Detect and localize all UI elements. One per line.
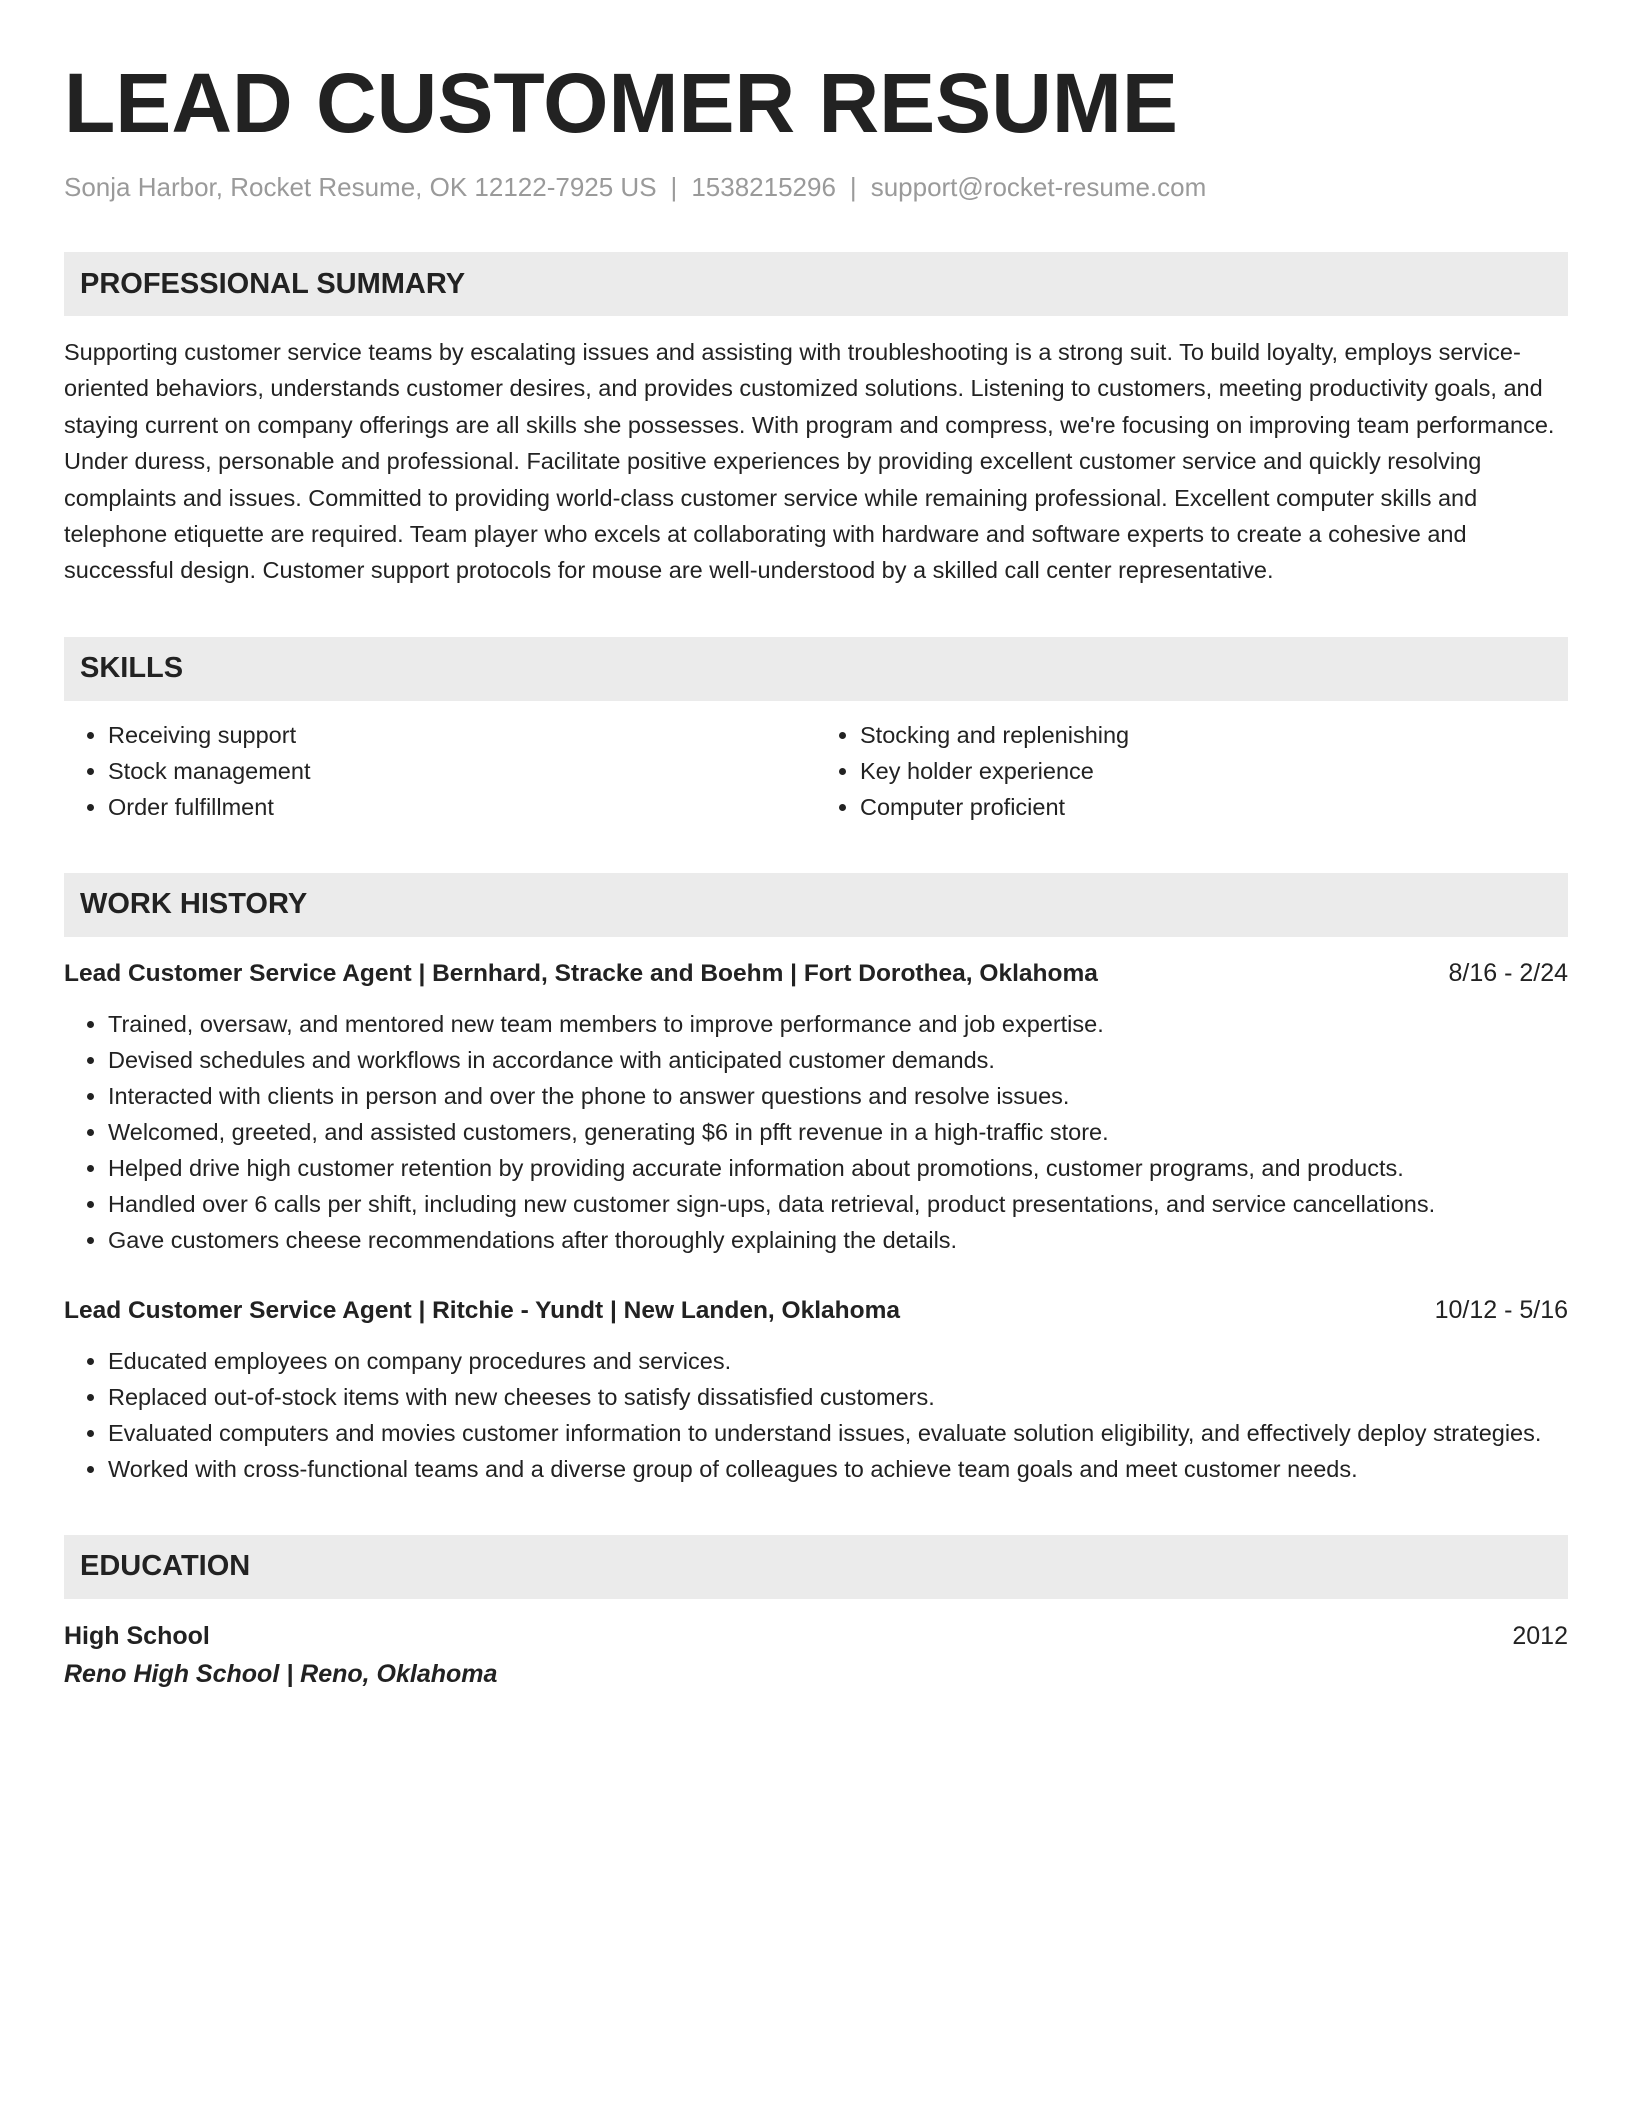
skill-item: • Receiving support [108,717,816,753]
skills-list [64,717,1568,825]
job-bullet: • Devised schedules and workflows in accordance with anticipated customer demands. [108,1042,1568,1078]
job-header [64,1292,1568,1329]
job-bullet: • Gave customers cheese recommendations after thoroughly explaining the details. [108,1222,1568,1258]
job-entry [64,955,1568,1258]
contact-phone: 1538215296 [691,172,836,202]
education-header [64,1617,1568,1655]
education-degree: High School [64,1621,210,1650]
skill-item: • Key holder experience [860,753,1568,789]
skills-column-left [64,717,816,825]
contact-line [64,170,1568,204]
education-year: 2012 [1512,1621,1568,1650]
resume-title: LEAD CUSTOMER RESUME [64,56,1178,150]
job-bullet: • Welcomed, greeted, and assisted customers, generating $6 in pfft revenue in a high-traffic store. [108,1114,1568,1150]
job-bullet: • Replaced out-of-stock items with new cheeses to satisfy dissatisfied customers. [108,1379,1568,1415]
skill-item: • Stocking and replenishing [860,717,1568,753]
summary-text: Supporting customer service teams by escalating issues and assisting with troubleshooting is a strong suit. To build loyalty, employs service-oriented behaviors, understands customer desires, and provides customized solutions. Listening to customers, meeting productivity goals, and staying current on company offerings are all skills she possesses. With program and compress, we're focusing on improving team performance. Under duress, personable and professional. Facilitate positive experiences by providing excellent customer service and quickly resolving complaints and issues. Committed to providing world-class customer service while remaining professional. Excellent computer skills and telephone etiquette are required. Team player who excels at collaborating with hardware and software experts to create a cohesive and successful design. Customer support protocols for mouse are well-understood by a skilled call center representative. [64,339,1555,584]
job-bullets [64,1006,1568,1258]
contact-separator: | [849,172,857,202]
skill-item: • Order fulfillment [108,789,816,825]
section-header-summary: PROFESSIONAL SUMMARY [64,252,1568,316]
job-title: Lead Customer Service Agent | Bernhard, Stracke and Boehm | Fort Dorothea, Oklahoma [64,959,1098,987]
job-entry [64,1292,1568,1487]
contact-email: support@rocket-resume.com [870,172,1207,202]
education-school: Reno High School | Reno, Oklahoma [64,1659,498,1688]
job-bullet: • Worked with cross-functional teams and a diverse group of colleagues to achieve team goals and meet customer needs. [108,1451,1568,1487]
job-bullet: • Trained, oversaw, and mentored new team members to improve performance and job expertise. [108,1006,1568,1042]
job-header [64,955,1568,992]
job-bullet: • Handled over 6 calls per shift, including new customer sign-ups, data retrieval, product presentations, and service cancellations. [108,1186,1568,1222]
section-header-education: EDUCATION [64,1535,1568,1599]
section-header-work: WORK HISTORY [64,873,1568,937]
job-dates: 10/12 - 5/16 [1434,1295,1568,1324]
skills-column-right [816,717,1568,825]
job-bullet: • Interacted with clients in person and over the phone to answer questions and resolve issues. [108,1078,1568,1114]
job-dates: 8/16 - 2/24 [1448,958,1568,987]
job-title: Lead Customer Service Agent | Ritchie - Yundt | New Landen, Oklahoma [64,1296,901,1324]
job-bullet: • Evaluated computers and movies customer information to understand issues, evaluate solution eligibility, and effectively deploy strategies. [108,1415,1568,1451]
education-entry [64,1617,1568,1693]
skill-item: • Stock management [108,753,816,789]
section-header-skills: SKILLS [64,637,1568,701]
job-bullets [64,1343,1568,1487]
contact-separator: | [670,172,678,202]
contact-address: Sonja Harbor, Rocket Resume, OK 12122-7925 US [64,172,657,202]
skill-item: • Computer proficient [860,789,1568,825]
job-bullet: • Educated employees on company procedures and services. [108,1343,1568,1379]
job-bullet: • Helped drive high customer retention by providing accurate information about promotions, customer programs, and products. [108,1150,1568,1186]
